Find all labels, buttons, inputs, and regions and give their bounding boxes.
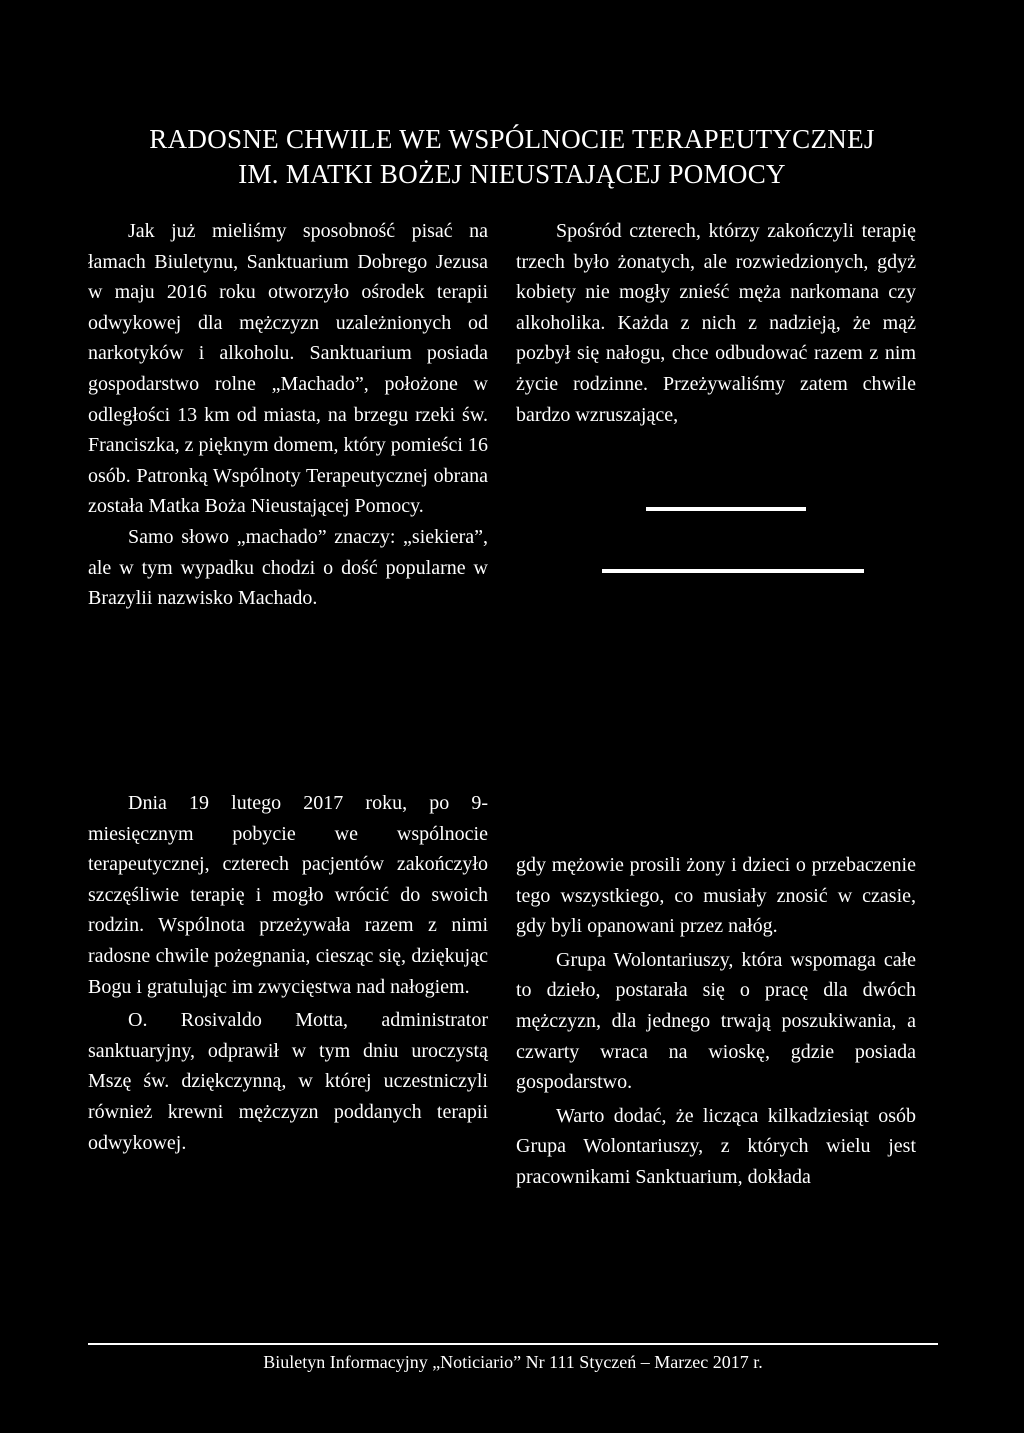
- paragraph-continuation: gdy mężowie prosili żony i dzieci o przebaczenie tego wszystkiego, co musiały znosić w czasie, gdy byli opanowani przez nałóg.: [516, 854, 916, 938]
- paragraph-graduation: Dnia 19 lutego 2017 roku, po 9-miesięcznym pobycie we wspólnocie terapeutycznej, czterech pacjentów zakończyło szczęśliwie terapię i mogło wrócić do swoich rodzin. Wspólnota przeżywała razem z nimi radosne chwile pożegnania, ciesząc się, dziękując Bogu i gratulując im zwycięstwa nad nałogiem.: [88, 792, 488, 998]
- article-title-line-2: IM. MATKI BOŻEJ NIEUSTAJĄCEJ POMOCY: [238, 159, 786, 189]
- right-column-lower: [516, 850, 916, 1196]
- page-footer: Biuletyn Informacyjny „Noticiario” Nr 111 Styczeń – Marzec 2017 r.: [263, 1352, 763, 1372]
- left-column-lower: [88, 788, 488, 1161]
- footer-divider: [88, 1343, 938, 1345]
- paragraph-volunteers: Grupa Wolontariuszy, która wspomaga całe to dzieło, postarała się o pracę dla dwóch mężczyzn, dla jednego trwają poszukiwania, a czwarty wraca na wioskę, gdzie posiada gospodarstwo.: [516, 948, 916, 1094]
- paragraph-intro: Jak już mieliśmy sposobność pisać na łamach Biuletynu, Sanktuarium Dobrego Jezusa w maju 2016 roku otworzyło ośrodek terapii odwykowej dla mężczyzn uzależnionych od narkotyków i alkoholu. Sanktuarium posiada gospodarstwo rolne „Machado”, położone w odległości 13 km od miasta, na brzegu rzeki św. Franciszka, z pięknym domem, który pomieści 16 osób. Patronką Wspólnoty Terapeutycznej obrana została Matka Boża Nieustającej Pomocy.: [88, 220, 488, 518]
- scan-artifact-line: [646, 507, 806, 511]
- paragraph-mass: O. Rosivaldo Motta, administrator sanktuaryjny, odprawił w tym dniu uroczystą Mszę św. dziękczynną, w której uczestniczyli również krewni mężczyzn poddanych terapii odwykowej.: [88, 1009, 488, 1154]
- scan-artifact-line: [602, 569, 864, 573]
- left-column: [88, 216, 488, 614]
- paragraph-volunteers-note: Warto dodać, że licząca kilkadziesiąt osób Grupa Wolontariuszy, z których wielu jest pracownikami Sanktuarium, dokłada: [516, 1104, 916, 1188]
- right-column: [516, 216, 916, 430]
- paragraph-machado-meaning: Samo słowo „machado” znaczy: „siekiera”, ale w tym wypadku chodzi o dość popularne w Brazylii nazwisko Machado.: [88, 525, 488, 610]
- article-title-line-1: RADOSNE CHWILE WE WSPÓLNOCIE TERAPEUTYCZNEJ: [149, 124, 875, 154]
- paragraph-married-patients: Spośród czterech, którzy zakończyli terapię trzech było żonatych, ale rozwiedzionych, gdyż kobiety nie mogły znieść męża narkomana czy alkoholika. Każda z nich z nadzieją, że mąż pozbył się nałogu, chce odbudować razem z nim życie rodzinne. Przeżywaliśmy zatem chwile bardzo wzruszające,: [516, 220, 916, 426]
